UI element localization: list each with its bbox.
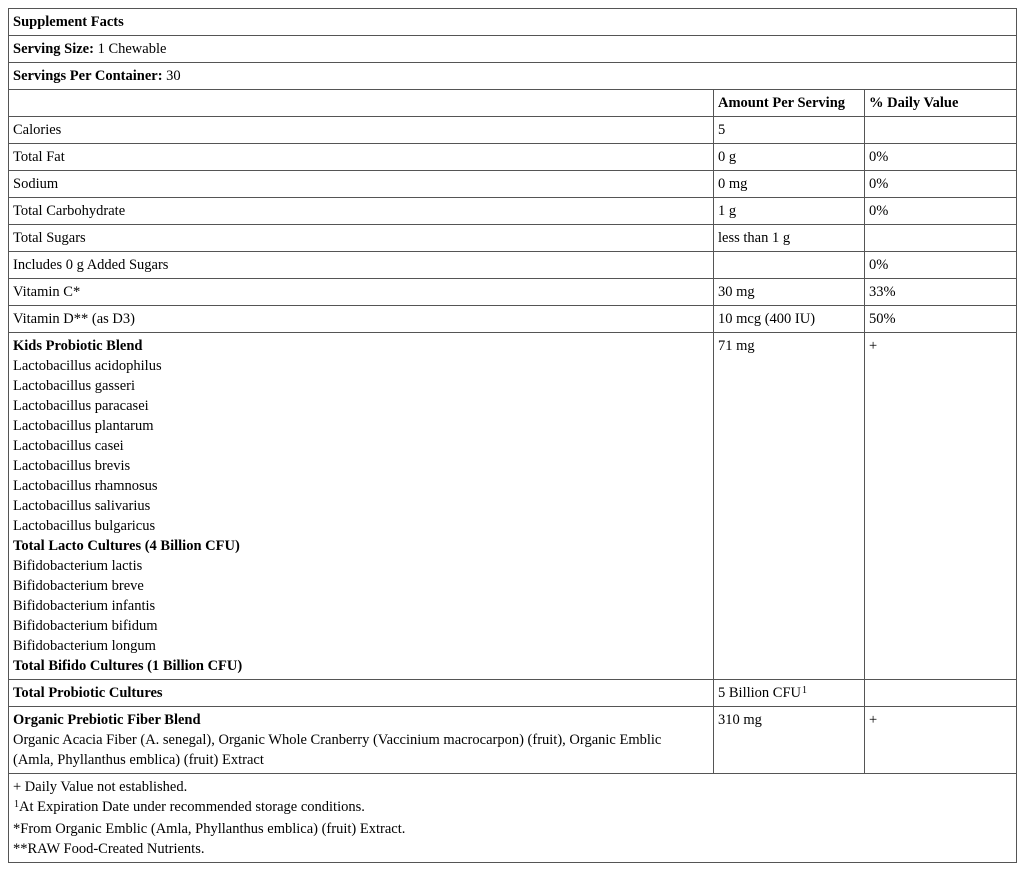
fiber-blend-cell	[9, 707, 714, 774]
footnote-expiration-line	[13, 797, 1012, 817]
total-probiotic-dv	[865, 680, 1017, 707]
probiotic-blend-title: Kids Probiotic Blend	[13, 338, 143, 354]
probiotic-strain: Lactobacillus casei	[13, 438, 124, 454]
servings-per-container-row	[9, 63, 1017, 90]
nutrient-amount: 0 g	[714, 144, 865, 171]
supplement-facts-table	[8, 8, 1017, 863]
nutrient-amount: 10 mcg (400 IU)	[714, 306, 865, 333]
serving-size-label: Serving Size:	[13, 41, 94, 57]
nutrient-row	[9, 279, 1017, 306]
footnotes-row	[9, 774, 1017, 863]
column-header-row	[9, 90, 1017, 117]
probiotic-strain: Bifidobacterium bifidum	[13, 618, 158, 634]
nutrient-row	[9, 117, 1017, 144]
nutrient-dv	[865, 225, 1017, 252]
footnote-vitamin-c: *From Organic Emblic (Amla, Phyllanthus emblica) (fruit) Extract.	[13, 821, 406, 837]
nutrient-row	[9, 225, 1017, 252]
fiber-blend-title: Organic Prebiotic Fiber Blend	[13, 712, 201, 728]
nutrient-row	[9, 144, 1017, 171]
probiotic-blend-row	[9, 333, 1017, 680]
supplement-facts-panel	[8, 8, 1016, 863]
probiotic-strain: Lactobacillus bulgaricus	[13, 518, 156, 534]
total-probiotic-row	[9, 680, 1017, 707]
nutrient-row	[9, 171, 1017, 198]
nutrient-dv: 0%	[865, 198, 1017, 225]
servings-per-container-value: 30	[166, 68, 181, 84]
probiotic-blend-cell	[9, 333, 714, 680]
footnote-vitamin-d: **RAW Food-Created Nutrients.	[13, 841, 205, 857]
bifido-total: Total Bifido Cultures (1 Billion CFU)	[13, 658, 243, 674]
fiber-blend-ingredients-cont: (Amla, Phyllanthus emblica) (fruit) Extract	[13, 752, 264, 768]
total-probiotic-amount-cell	[714, 680, 865, 707]
nutrient-dv: 33%	[865, 279, 1017, 306]
nutrient-amount: 1 g	[714, 198, 865, 225]
servings-per-container-label: Servings Per Container:	[13, 68, 163, 84]
footnote-expiration: At Expiration Date under recommended storage conditions.	[19, 799, 365, 815]
nutrient-name: Total Carbohydrate	[9, 198, 714, 225]
nutrient-row	[9, 198, 1017, 225]
nutrient-amount: 5	[714, 117, 865, 144]
nutrient-dv: 50%	[865, 306, 1017, 333]
nutrient-name: Vitamin D** (as D3)	[9, 306, 714, 333]
nutrient-dv: 0%	[865, 144, 1017, 171]
probiotic-strain: Lactobacillus brevis	[13, 458, 131, 474]
nutrient-dv: 0%	[865, 171, 1017, 198]
nutrient-row	[9, 252, 1017, 279]
lacto-total: Total Lacto Cultures (4 Billion CFU)	[13, 538, 240, 554]
title-row	[9, 9, 1017, 36]
probiotic-strain: Lactobacillus paracasei	[13, 398, 149, 414]
total-probiotic-name: Total Probiotic Cultures	[9, 680, 714, 707]
nutrient-name: Total Sugars	[9, 225, 714, 252]
nutrient-name: Sodium	[9, 171, 714, 198]
nutrient-amount	[714, 252, 865, 279]
probiotic-strain: Lactobacillus gasseri	[13, 378, 135, 394]
probiotic-blend-dv: +	[865, 333, 1017, 680]
probiotic-strain: Bifidobacterium lactis	[13, 558, 143, 574]
nutrient-row	[9, 306, 1017, 333]
panel-title: Supplement Facts	[9, 9, 1017, 36]
nutrient-dv	[865, 117, 1017, 144]
fiber-blend-row	[9, 707, 1017, 774]
footnotes-cell	[9, 774, 1017, 863]
probiotic-strain: Bifidobacterium longum	[13, 638, 156, 654]
fiber-blend-dv: +	[865, 707, 1017, 774]
probiotic-strain: Lactobacillus plantarum	[13, 418, 154, 434]
nutrient-amount: less than 1 g	[714, 225, 865, 252]
total-probiotic-amount: 5 Billion CFU	[718, 685, 801, 701]
nutrient-name: Total Fat	[9, 144, 714, 171]
probiotic-strain: Lactobacillus acidophilus	[13, 358, 162, 374]
serving-size-value: 1 Chewable	[97, 41, 167, 57]
probiotic-strain: Lactobacillus salivarius	[13, 498, 151, 514]
probiotic-strain: Lactobacillus rhamnosus	[13, 478, 158, 494]
fiber-blend-amount: 310 mg	[714, 707, 865, 774]
blank-header-cell	[9, 90, 714, 117]
fiber-blend-ingredients: Organic Acacia Fiber (A. senegal), Organic Whole Cranberry (Vaccinium macrocarpon) (fruit), Organic Emblic	[13, 732, 662, 748]
footnote-marker: 1	[14, 799, 19, 810]
nutrient-name: Vitamin C*	[9, 279, 714, 306]
nutrient-name: Includes 0 g Added Sugars	[9, 252, 714, 279]
nutrient-amount: 30 mg	[714, 279, 865, 306]
nutrient-name: Calories	[9, 117, 714, 144]
probiotic-blend-amount: 71 mg	[714, 333, 865, 680]
serving-size-row	[9, 36, 1017, 63]
amount-header: Amount Per Serving	[714, 90, 865, 117]
footnote-marker: 1	[802, 685, 807, 696]
daily-value-header: % Daily Value	[865, 90, 1017, 117]
nutrient-dv: 0%	[865, 252, 1017, 279]
footnote-daily-value: + Daily Value not established.	[13, 779, 188, 795]
nutrient-amount: 0 mg	[714, 171, 865, 198]
probiotic-strain: Bifidobacterium breve	[13, 578, 144, 594]
probiotic-strain: Bifidobacterium infantis	[13, 598, 156, 614]
